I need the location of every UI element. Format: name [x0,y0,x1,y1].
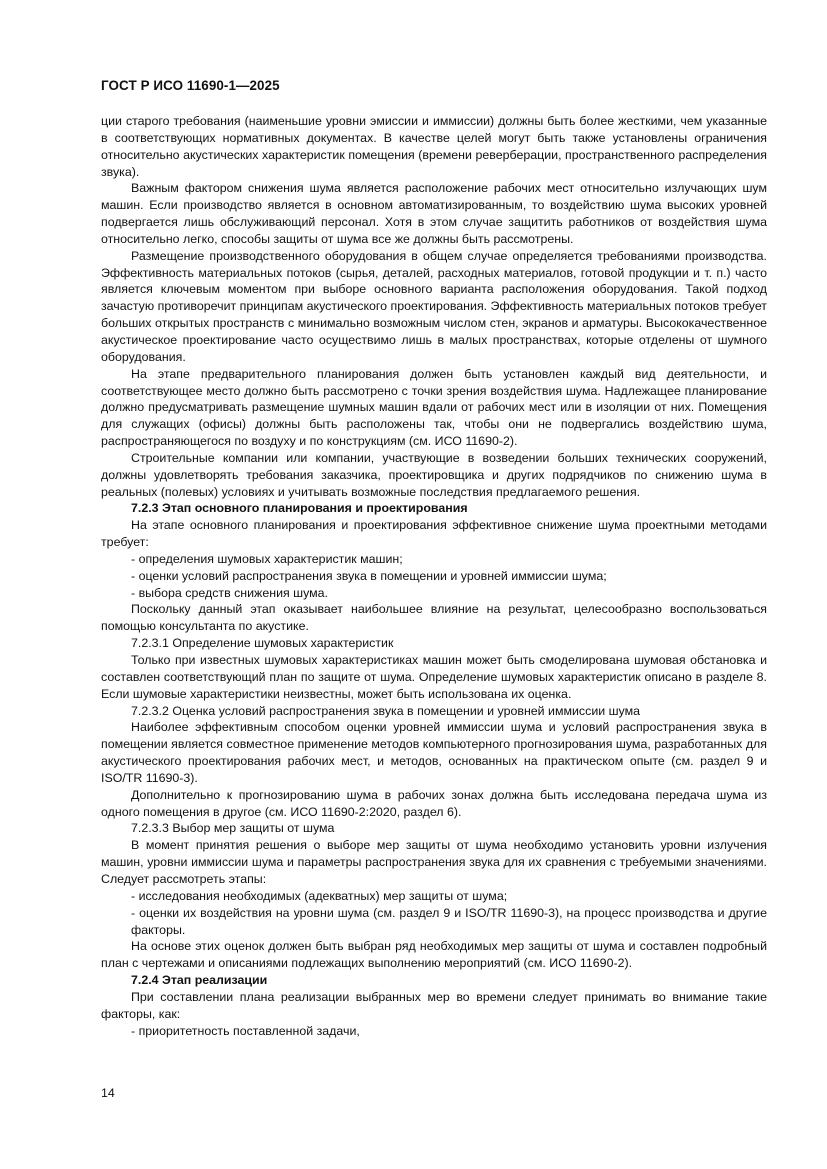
list-item: - оценки их воздействия на уровни шума (см. раздел 9 и ISO/TR 11690-3), на процесс производства и другие факторы. [131,905,767,937]
paragraph: Строительные компании или компании, участвующие в возведении больших технических сооружений, должны удовлетворять требования заказчика, проектировщика и других подрядчиков по снижению шума в реальных (полевых) условиях и учитывать возможные последствия предлагаемого решения. [101,450,767,499]
section-heading: 7.2.3 Этап основного планирования и проектирования [131,501,468,516]
paragraph: Дополнительно к прогнозированию шума в рабочих зонах должна быть исследована передача шума из одного помещения в другое (см. ИСО 11690-2:2020, раздел 6). [101,787,767,819]
list-item: - приоритетность поставленной задачи, [131,1023,360,1038]
subsection-heading: 7.2.3.2 Оценка условий распространения звука в помещении и уровней иммиссии шума [131,703,641,718]
subsection-heading: 7.2.3.1 Определение шумовых характеристик [131,636,394,651]
paragraph: Только при известных шумовых характеристиках машин может быть смоделирована шумовая обстановка и составлен соответствующий план по защите от шума. Определение шумовых характеристик описано в разделе 8. Если шумовые характеристики неизвестны, может быть использована их оценка. [101,653,767,701]
document-header: ГОСТ Р ИСО 11690-1—2025 [101,78,280,93]
page-number: 14 [101,1086,115,1100]
paragraph: Наиболее эффективным способом оценки уровней иммиссии шума и условий распространения звука в помещении является совместное применение методов компьютерного прогнозирования шума, разработанных для акустического проектирования рабочих мест, и методов, основанных на практическом опыте (см. раздел 9 и ISO/TR 11690-3). [101,720,767,785]
paragraph: На основе этих оценок должен быть выбран ряд необходимых мер защиты от шума и составлен подробный план с чертежами и описаниями подлежащих выполнению мероприятий (см. ИСО 11690-2). [101,939,767,971]
list-item: - исследования необходимых (адекватных) мер защиты от шума; [131,888,508,903]
paragraph: Важным фактором снижения шума является расположение рабочих мест относительно излучающих шум машин. Если производство является в основном автоматизированным, то воздействию шума высоких уровней подвергается лишь обслуживающий персонал. Хотя в этом случае защитить работников от воздействия шума относительно легко, способы защиты от шума все же должны быть рассмотрены. [101,181,767,246]
paragraph: ции старого требования (наименьшие уровни эмиссии и иммиссии) должны быть более жесткими, чем указанные в соответствующих нормативных документах. В качестве целей могут быть также установлены ограничения относительно акустических характеристик помещения (времени реверберации, пространственного распределения звука). [101,114,767,179]
paragraph: На этапе предварительного планирования должен быть установлен каждый вид деятельности, и соответствующее место должно быть рассмотрено с точки зрения воздействия шума. Надлежащее планирование должно предусматривать размещение шумных машин вдали от рабочих мест или в изоляции от них. Помещения для служащих (офисы) должны быть расположены так, чтобы они не подвергались воздействию шума, распространяющегося по воздуху и по конструкциям (см. ИСО 11690-2). [101,366,767,449]
paragraph: Поскольку данный этап оказывает наибольшее влияние на результат, целесообразно воспользоваться помощью консультанта по акустике. [101,602,767,634]
paragraph: При составлении плана реализации выбранных мер во времени следует принимать во внимание такие факторы, как: [101,989,767,1021]
list-item: - выбора средств снижения шума. [131,585,329,600]
paragraph: На этапе основного планирования и проектирования эффективное снижение шума проектными методами требует: [101,518,767,550]
subsection-heading: 7.2.3.3 Выбор мер защиты от шума [131,821,335,836]
paragraph: В момент принятия решения о выборе мер защиты от шума необходимо установить уровни излучения машин, уровни иммиссии шума и параметры распространения звука для их сравнения с требуемыми значениями. Следует рассмотреть этапы: [101,838,767,886]
section-heading: 7.2.4 Этап реализации [131,973,268,988]
list-item: - определения шумовых характеристик машин; [131,551,403,566]
paragraph: Размещение производственного оборудования в общем случае определяется требованиями производства. Эффективность материальных потоков (сырья, деталей, расходных материалов, готовой продукции и т. п.) часто является ключевым моментом при выборе основного варианта расположения оборудования. Такой подход зачастую противоречит принципам акустического проектирования. Эффективность материальных потоков требует больших открытых пространств с минимально возможным числом стен, экранов и арматуры. Высококачественное акустическое проектирование часто осуществимо лишь в малых пространствах, которые отделены от шумного оборудования. [101,248,767,364]
document-body [101,113,767,1039]
list-item: - оценки условий распространения звука в помещении и уровней иммиссии шума; [131,568,607,583]
